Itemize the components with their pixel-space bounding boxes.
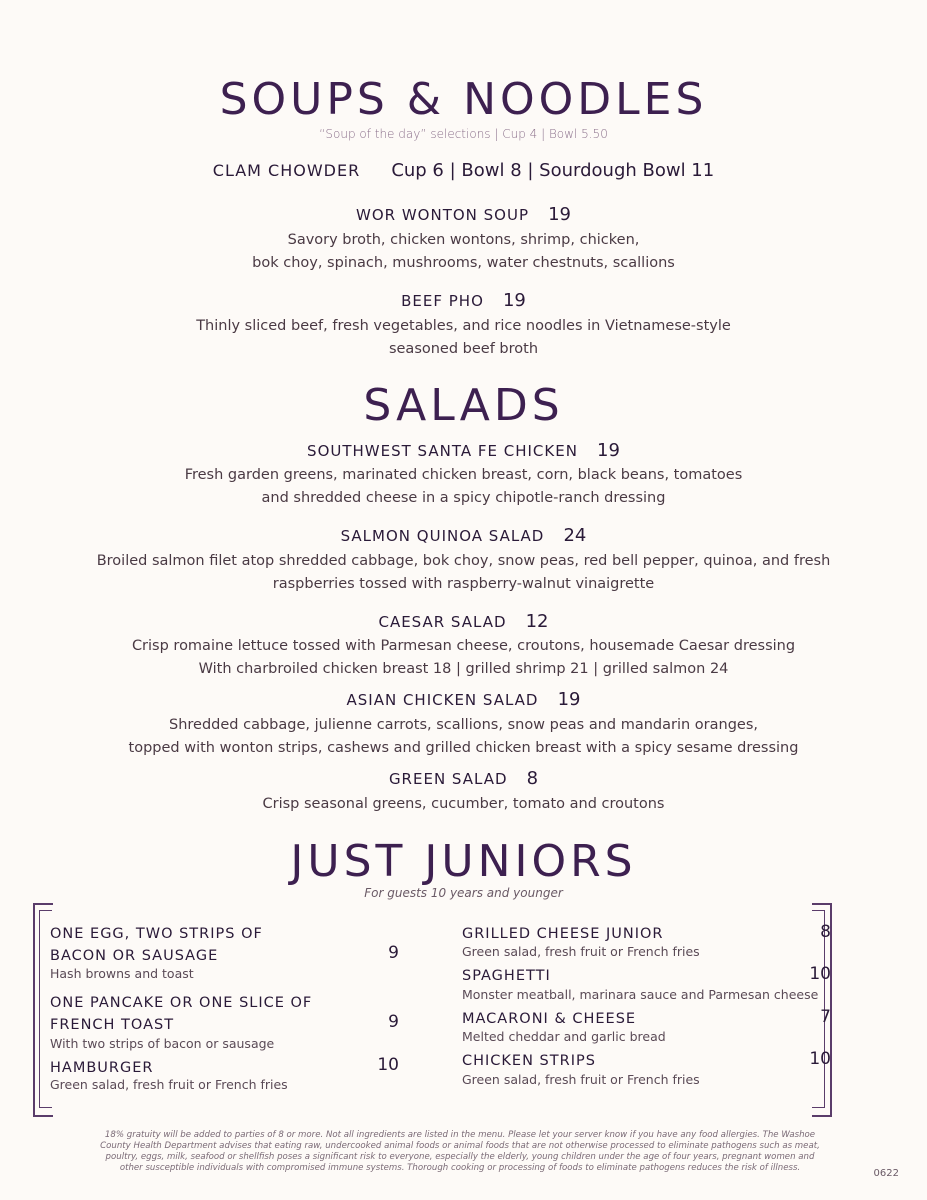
salads-title: SALADS (363, 380, 564, 431)
item-price: 19 (597, 440, 620, 461)
menu-item-title (0, 204, 927, 225)
junior-item-name: FRENCH TOAST (50, 1017, 175, 1033)
junior-item-desc: Green salad, fresh fruit or French fries (462, 1072, 700, 1087)
item-desc: topped with wonton strips, cashews and grilled chicken breast with a spicy sesame dressing (128, 740, 799, 756)
menu-code: 0622 (873, 1168, 899, 1179)
item-desc: Crisp romaine lettuce tossed with Parmesan cheese, croutons, housemade Caesar dressing (131, 638, 796, 654)
item-price: 8 (526, 768, 539, 789)
soups-title: SOUPS & NOODLES (219, 74, 708, 125)
item-price: 24 (563, 525, 587, 546)
soups-subtitle: “Soup of the day” selections | Cup 4 | Bowl 5.50 (319, 127, 608, 141)
item-desc: and shredded cheese in a spicy chipotle-ranch dressing (261, 490, 666, 506)
item-name: BEEF PHO (401, 292, 484, 310)
menu-item-title (0, 689, 927, 710)
junior-item-desc: Green salad, fresh fruit or French fries (50, 1077, 288, 1092)
item-price: 19 (548, 204, 571, 225)
menu-item-title (0, 525, 927, 546)
junior-item-price: 10 (377, 1055, 399, 1075)
item-name: CAESAR SALAD (378, 613, 507, 631)
item-desc: Crisp seasonal greens, cucumber, tomato and croutons (262, 796, 665, 812)
menu-item-title (0, 440, 927, 461)
footnote-disclaimer: 18% gratuity will be added to parties of 8 or more. Not all ingredients are listed in the menu. Please let your server know if you have any food allergies. The Washoe County Health Department advises that eating raw, undercooked animal foods or animal foods that are not otherwise processed to eliminate pathogens such as meat, poultry, eggs, milk, seafood or shellfish poses a significant risk to everyone, especially the elderly, young children under the age of four years, pregnant women and other susceptible individuals with compromised immune systems. Thorough cooking or processing of foods to eliminate pathogens reduces the risk of illness. (100, 1130, 820, 1173)
junior-item-name: BACON OR SAUSAGE (50, 948, 219, 964)
item-name: ASIAN CHICKEN SALAD (346, 691, 539, 709)
clam-chowder-line (0, 160, 927, 181)
item-desc: seasoned beef broth (388, 341, 539, 357)
junior-item-name: ONE PANCAKE OR ONE SLICE OF (50, 995, 313, 1011)
junior-item-price: 10 (809, 964, 831, 984)
junior-item-desc: Monster meatball, marinara sauce and Parmesan cheese (462, 987, 819, 1002)
junior-item-price: 10 (809, 1049, 831, 1069)
junior-item-desc: Hash browns and toast (50, 966, 194, 981)
junior-item-price: 9 (388, 943, 399, 963)
juniors-title: JUST JUNIORS (290, 836, 637, 887)
juniors-subtitle: For guests 10 years and younger (364, 886, 563, 900)
junior-item-desc: With two strips of bacon or sausage (50, 1036, 275, 1051)
junior-item-desc: Melted cheddar and garlic bread (462, 1029, 666, 1044)
junior-item-name: GRILLED CHEESE JUNIOR (462, 926, 664, 942)
item-desc: Fresh garden greens, marinated chicken breast, corn, black beans, tomatoes (184, 467, 743, 483)
menu-item-title (0, 768, 927, 789)
item-desc: raspberries tossed with raspberry-walnut vinaigrette (272, 576, 655, 592)
item-desc: bok choy, spinach, mushrooms, water chestnuts, scallions (252, 255, 675, 271)
item-desc: With charbroiled chicken breast 18 | grilled shrimp 21 | grilled salmon 24 (198, 661, 729, 677)
item-price: 12 (525, 611, 549, 632)
item-name: SALMON QUINOA SALAD (340, 527, 545, 545)
item-desc: Broiled salmon filet atop shredded cabbage, bok choy, snow peas, red bell pepper, quinoa, and fresh (96, 553, 831, 569)
menu-item-title (0, 290, 927, 311)
item-name: WOR WONTON SOUP (356, 206, 529, 224)
item-desc: Savory broth, chicken wontons, shrimp, chicken, (287, 232, 640, 248)
clam-chowder-prices: Cup 6 | Bowl 8 | Sourdough Bowl 11 (391, 160, 715, 181)
junior-item-price: 8 (820, 922, 831, 942)
clam-chowder-name: CLAM CHOWDER (212, 161, 361, 180)
junior-item-price: 9 (388, 1012, 399, 1032)
junior-item-desc: Green salad, fresh fruit or French fries (462, 944, 700, 959)
item-name: GREEN SALAD (388, 770, 508, 788)
item-desc: Thinly sliced beef, fresh vegetables, and rice noodles in Vietnamese-style (196, 318, 731, 334)
menu-item-title (0, 611, 927, 632)
junior-item-name: ONE EGG, TWO STRIPS OF (50, 926, 263, 942)
item-name: SOUTHWEST SANTA FE CHICKEN (307, 442, 578, 460)
item-price: 19 (502, 290, 526, 311)
item-price: 19 (557, 689, 581, 710)
junior-item-name: MACARONI & CHEESE (462, 1011, 637, 1027)
junior-item-name: CHICKEN STRIPS (462, 1053, 596, 1069)
junior-item-name: HAMBURGER (50, 1060, 154, 1076)
junior-item-name: SPAGHETTI (462, 968, 551, 984)
junior-item-price: 7 (820, 1007, 831, 1027)
item-desc: Shredded cabbage, julienne carrots, scallions, snow peas and mandarin oranges, (169, 717, 758, 733)
